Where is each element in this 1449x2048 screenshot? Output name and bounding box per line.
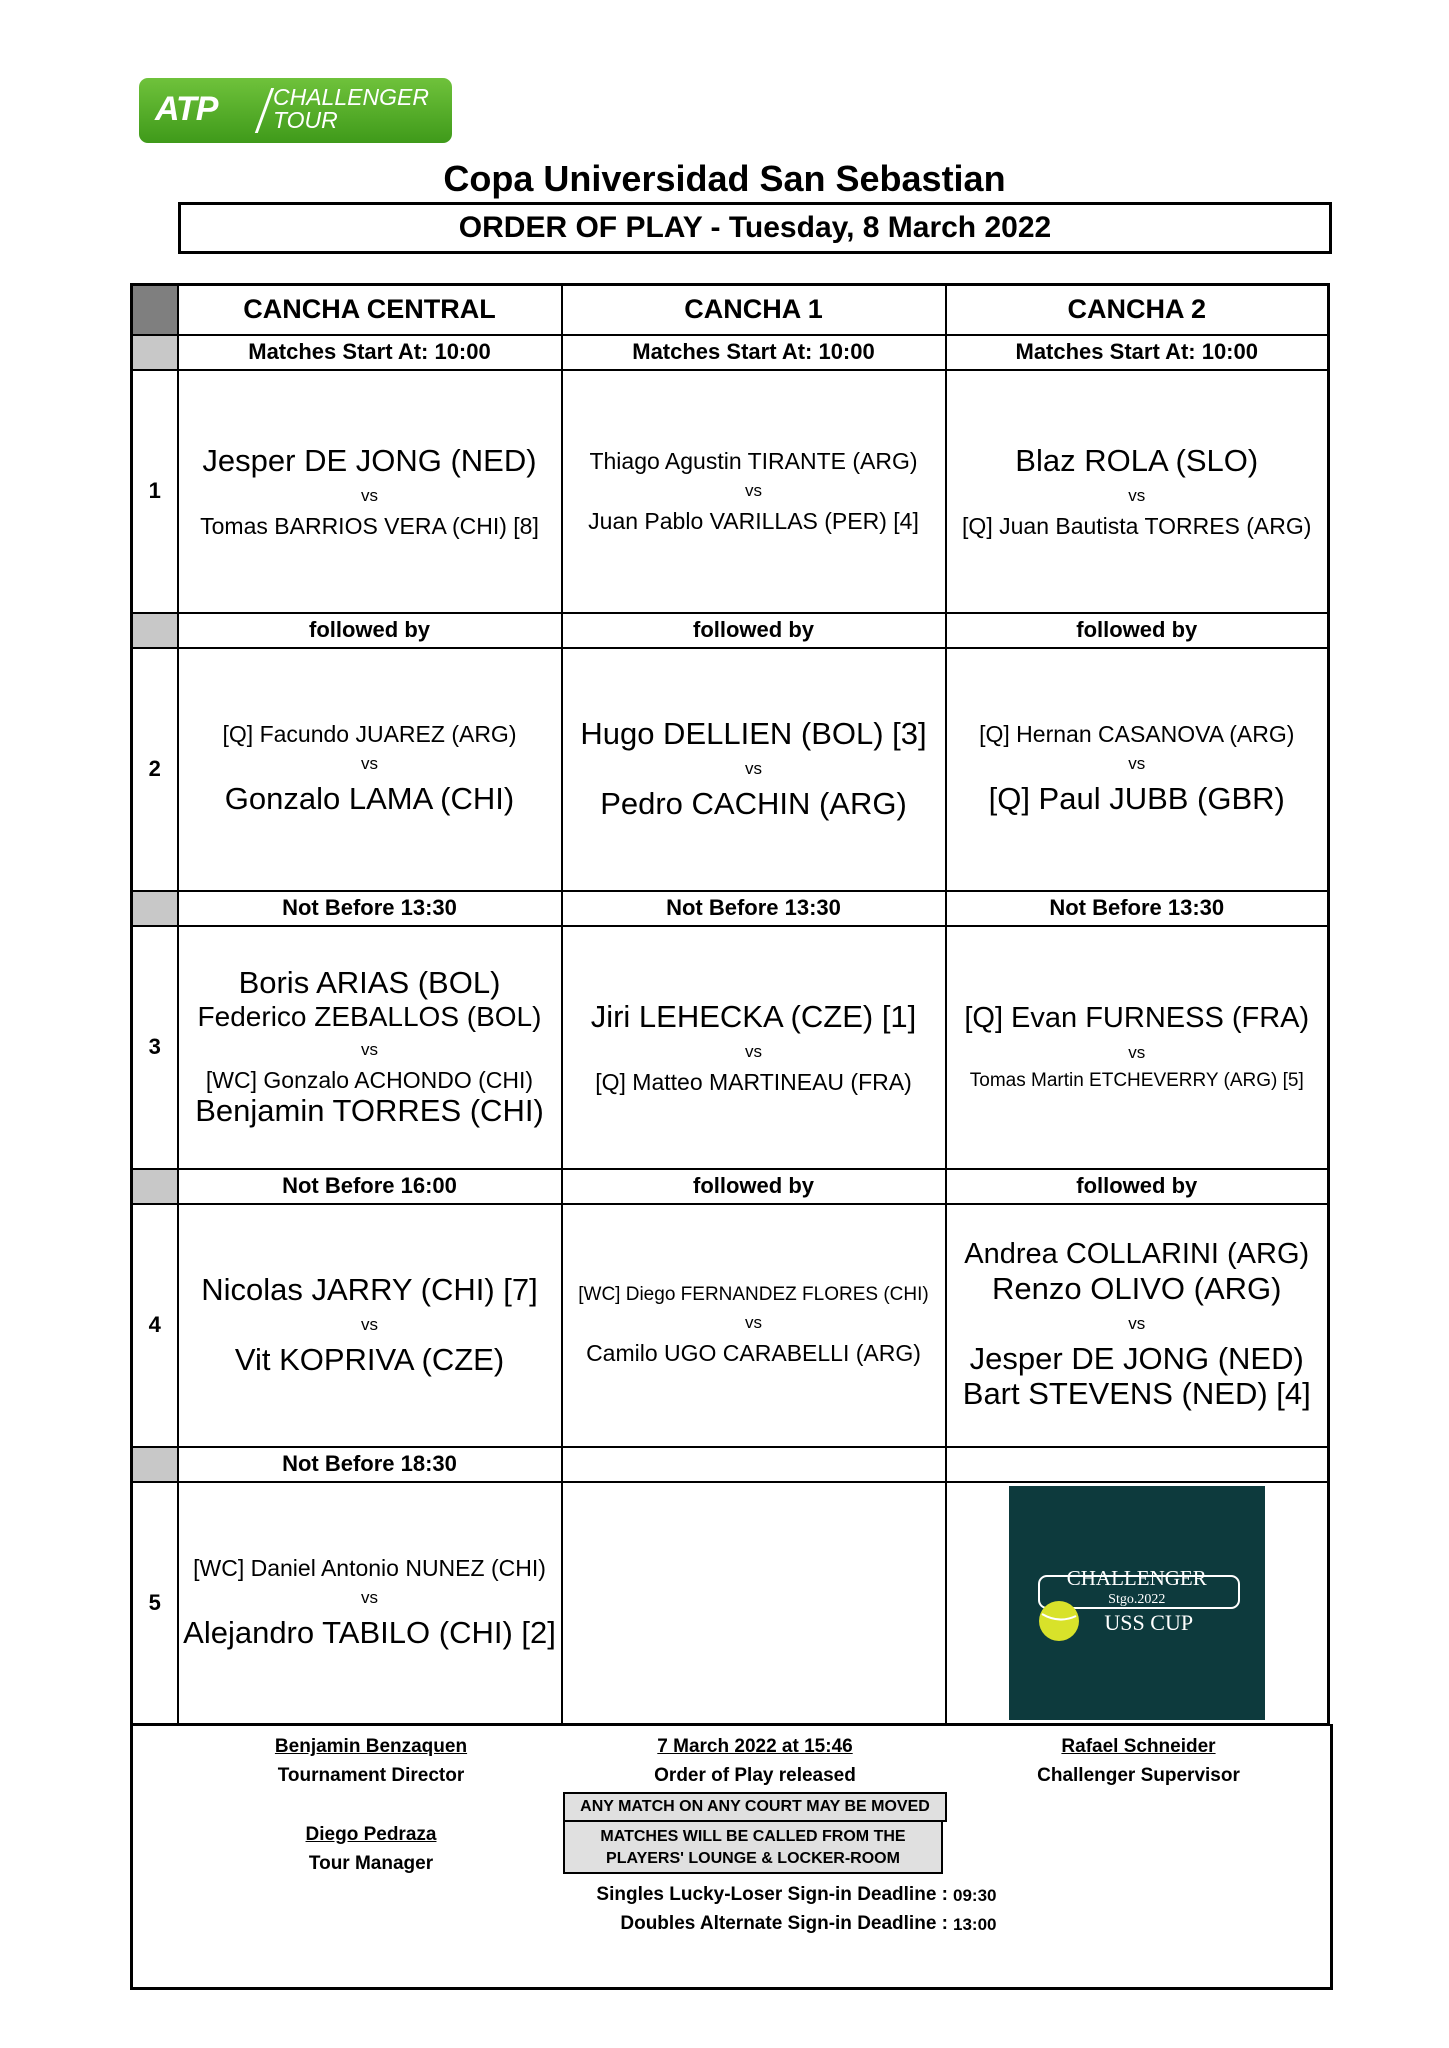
- player-bottom-partner: Bart STEVENS (NED) [4]: [962, 1376, 1311, 1412]
- player-bottom: Juan Pablo VARILLAS (PER) [4]: [588, 508, 919, 534]
- schedule-label: Not Before 16:00: [178, 1169, 562, 1204]
- vs-label: vs: [361, 1039, 378, 1059]
- uss-cup-logo: [1009, 1486, 1265, 1720]
- notice-called-line1: MATCHES WILL BE CALLED FROM THE: [600, 1828, 906, 1845]
- player-bottom: Pedro CACHIN (ARG): [600, 786, 907, 821]
- player-top: [WC] Daniel Antonio NUNEZ (CHI): [193, 1554, 546, 1581]
- match-cell: [178, 1204, 562, 1447]
- vs-label: vs: [361, 1588, 378, 1608]
- schedule-label-empty: [946, 1447, 1329, 1482]
- notice-called-line2: PLAYERS' LOUNGE & LOCKER-ROOM: [606, 1850, 900, 1867]
- player-bottom: [WC] Gonzalo ACHONDO (CHI): [205, 1066, 534, 1093]
- vs-label: vs: [745, 1312, 762, 1332]
- match-number: 5: [132, 1482, 178, 1725]
- empty-match-cell: [562, 1482, 946, 1725]
- order-of-play-table: [130, 283, 1330, 1726]
- gutter-cell: [132, 613, 178, 648]
- logo-divider: [255, 88, 274, 133]
- match-cell: [946, 926, 1329, 1169]
- logo-challenger-text: [273, 86, 429, 132]
- tournament-title: Copa Universidad San Sebastian: [443, 158, 1006, 199]
- notice-called: [563, 1820, 943, 1874]
- player-top: [Q] Evan FURNESS (FRA): [964, 1002, 1310, 1035]
- player-top-partner: Renzo OLIVO (ARG): [992, 1271, 1282, 1307]
- player-bottom: Camilo UGO CARABELLI (ARG): [586, 1339, 921, 1366]
- director-role: Tournament Director: [277, 1765, 465, 1786]
- start-time: Matches Start At: 10:00: [178, 335, 562, 370]
- footer-panel: [130, 1724, 1333, 1990]
- match-cell: [562, 370, 946, 613]
- gutter-cell: [132, 1447, 178, 1482]
- schedule-label: followed by: [946, 613, 1329, 648]
- player-bottom: Jesper DE JONG (NED): [969, 1340, 1304, 1376]
- vs-label: vs: [1128, 1313, 1146, 1333]
- schedule-label: Not Before 18:30: [178, 1447, 562, 1482]
- vs-label: vs: [1128, 754, 1146, 774]
- released-time: 7 March 2022 at 15:46: [657, 1736, 853, 1757]
- gutter-cell: [132, 335, 178, 370]
- sponsor-cell: [946, 1482, 1329, 1725]
- vs-label: vs: [745, 759, 762, 778]
- schedule-label-empty: [562, 1447, 946, 1482]
- player-top: Jiri LEHECKA (CZE) [1]: [590, 998, 917, 1034]
- sponsor-line3: USS CUP: [1104, 1609, 1194, 1635]
- player-top-partner: Federico ZEBALLOS (BOL): [197, 1000, 542, 1032]
- player-top: Boris ARIAS (BOL): [238, 965, 501, 1001]
- sponsor-line2: Stgo.2022: [1108, 1591, 1166, 1607]
- player-bottom: Tomas BARRIOS VERA (CHI) [8]: [200, 512, 539, 539]
- player-top: Thiago Agustin TIRANTE (ARG): [589, 447, 918, 474]
- manager-name: Diego Pedraza: [305, 1824, 437, 1845]
- player-bottom: Tomas Martin ETCHEVERRY (ARG) [5]: [969, 1069, 1304, 1091]
- player-top: Blaz ROLA (SLO): [1015, 442, 1259, 478]
- supervisor-name: Rafael Schneider: [1061, 1736, 1216, 1757]
- schedule-label: Not Before 13:30: [562, 891, 946, 926]
- schedule-label: followed by: [946, 1169, 1329, 1204]
- gutter-cell: [132, 891, 178, 926]
- logo-line1: CHALLENGER: [273, 84, 429, 110]
- match-cell: [178, 1482, 562, 1725]
- match-cell: [562, 926, 946, 1169]
- start-time: Matches Start At: 10:00: [562, 335, 946, 370]
- match-number: 4: [132, 1204, 178, 1447]
- match-number: 3: [132, 926, 178, 1169]
- player-bottom: [Q] Matteo MARTINEAU (FRA): [595, 1068, 912, 1095]
- vs-label: vs: [1128, 485, 1146, 505]
- match-cell: [946, 1204, 1329, 1447]
- schedule-label: followed by: [562, 613, 946, 648]
- order-of-play-title: ORDER OF PLAY - Tuesday, 8 March 2022: [178, 202, 1332, 254]
- alternate-deadline-time: 13:00: [953, 1915, 997, 1934]
- player-bottom: [Q] Paul JUBB (GBR): [988, 781, 1285, 817]
- logo-line2: TOUR: [273, 107, 338, 133]
- vs-label: vs: [1128, 1042, 1146, 1062]
- player-bottom-partner: Benjamin TORRES (CHI): [195, 1093, 544, 1129]
- match-cell: [562, 1204, 946, 1447]
- court-header: CANCHA 2: [946, 285, 1329, 335]
- match-cell: [178, 926, 562, 1169]
- court-header: CANCHA CENTRAL: [178, 285, 562, 335]
- lucky-loser-deadline-label: Singles Lucky-Loser Sign-in Deadline :: [596, 1884, 948, 1905]
- match-cell: [178, 648, 562, 891]
- corner-cell: [132, 285, 178, 335]
- player-top: Hugo DELLIEN (BOL) [3]: [580, 716, 927, 752]
- match-cell: [178, 370, 562, 613]
- vs-label: vs: [745, 481, 762, 500]
- director-name: Benjamin Benzaquen: [274, 1736, 468, 1757]
- match-number: 1: [132, 370, 178, 613]
- alternate-deadline-label: Doubles Alternate Sign-in Deadline :: [620, 1913, 948, 1934]
- released-label: Order of Play released: [654, 1765, 856, 1786]
- vs-label: vs: [361, 485, 378, 505]
- manager-role: Tour Manager: [308, 1853, 434, 1874]
- match-cell: [946, 648, 1329, 891]
- player-bottom: [Q] Juan Bautista TORRES (ARG): [962, 512, 1312, 539]
- match-number: 2: [132, 648, 178, 891]
- schedule-label: followed by: [178, 613, 562, 648]
- player-bottom: Vit KOPRIVA (CZE): [234, 1342, 505, 1377]
- player-top: Andrea COLLARINI (ARG): [964, 1237, 1310, 1270]
- lucky-loser-deadline-time: 09:30: [953, 1886, 997, 1905]
- notice-moved: ANY MATCH ON ANY COURT MAY BE MOVED: [563, 1792, 947, 1822]
- sponsor-line1: CHALLENGER: [1066, 1565, 1207, 1590]
- player-bottom: Alejandro TABILO (CHI) [2]: [183, 1615, 556, 1651]
- vs-label: vs: [361, 754, 378, 774]
- player-bottom: Gonzalo LAMA (CHI): [224, 781, 515, 817]
- match-cell: [562, 648, 946, 891]
- player-top: [Q] Hernan CASANOVA (ARG): [979, 720, 1295, 747]
- atp-challenger-tour-logo: [139, 78, 452, 143]
- supervisor-role: Challenger Supervisor: [1037, 1765, 1240, 1786]
- player-top: Nicolas JARRY (CHI) [7]: [201, 1272, 538, 1308]
- schedule-label: Not Before 13:30: [946, 891, 1329, 926]
- logo-atp-text: ATP: [155, 90, 218, 128]
- player-top: [Q] Facundo JUAREZ (ARG): [222, 720, 517, 747]
- gutter-cell: [132, 1169, 178, 1204]
- court-header: CANCHA 1: [562, 285, 946, 335]
- player-top: Jesper DE JONG (NED): [202, 442, 537, 478]
- match-cell: [946, 370, 1329, 613]
- player-top: [WC] Diego FERNANDEZ FLORES (CHI): [578, 1283, 929, 1305]
- schedule-label: Not Before 13:30: [178, 891, 562, 926]
- schedule-label: followed by: [562, 1169, 946, 1204]
- start-time: Matches Start At: 10:00: [946, 335, 1329, 370]
- vs-label: vs: [745, 1041, 762, 1061]
- vs-label: vs: [361, 1315, 378, 1334]
